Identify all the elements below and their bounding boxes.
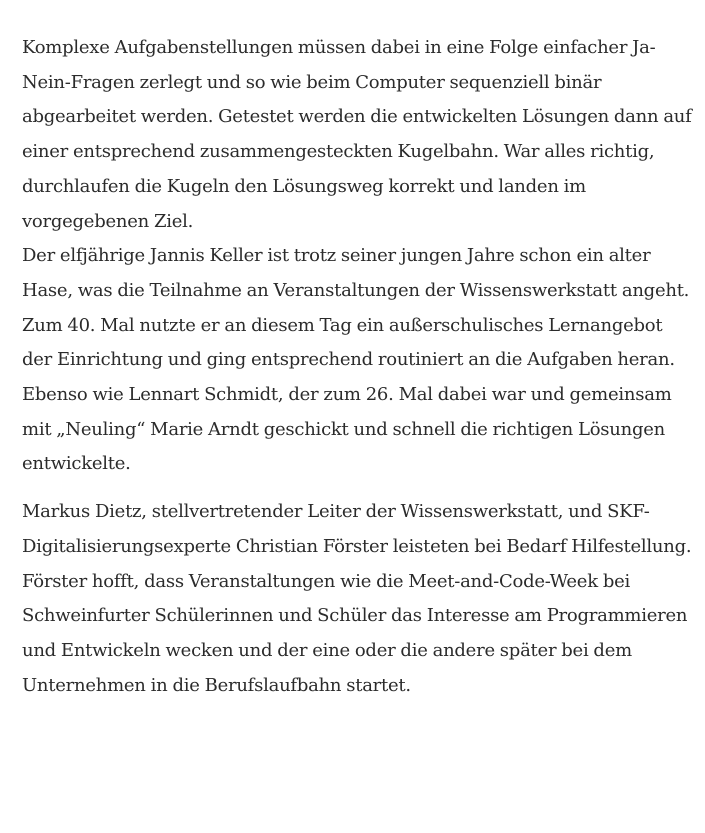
article-paragraph-2: Der elfjährige Jannis Keller ist trotz seiner jungen Jahre schon ein alter Hase, was die Teilnahme an Veranstaltungen der Wissenswerkstatt angeht. Zum 40. Mal nutzte er an diesem Tag ein außerschulisches Lernangebot der Einrichtung und ging entsprechend routiniert an die Aufgaben heran. Ebenso wie Lennart Schmidt, der zum 26. Mal dabei war und gemeinsam mit „Neuling“ Marie Arndt geschickt und schnell die richtigen Lösungen entwickelte.: [22, 245, 690, 475]
article-paragraph-1: Komplexe Aufgabenstellungen müssen dabei in eine Folge einfacher Ja-Nein-Fragen zerlegt und so wie beim Computer sequenziell binär abgearbeitet werden. Getestet werden die entwickelten Lösungen dann auf einer entsprechend zusammengesteckten Kugelbahn. War alles richtig, durchlaufen die Kugeln den Lösungsweg korrekt und landen im vorgegebenen Ziel.: [22, 37, 692, 232]
article-body: [22, 31, 697, 703]
article-paragraph-3: Markus Dietz, stellvertretender Leiter der Wissenswerkstatt, und SKF-Digitalisierungsexperte Christian Förster leisteten bei Bedarf Hilfestellung. Förster hofft, dass Veranstaltungen wie die Meet-and-Code-Week bei Schweinfurter Schülerinnen und Schüler das Interesse am Programmieren und Entwickeln wecken und der eine oder die andere später bei dem Unternehmen in die Berufslaufbahn startet.: [22, 501, 692, 696]
